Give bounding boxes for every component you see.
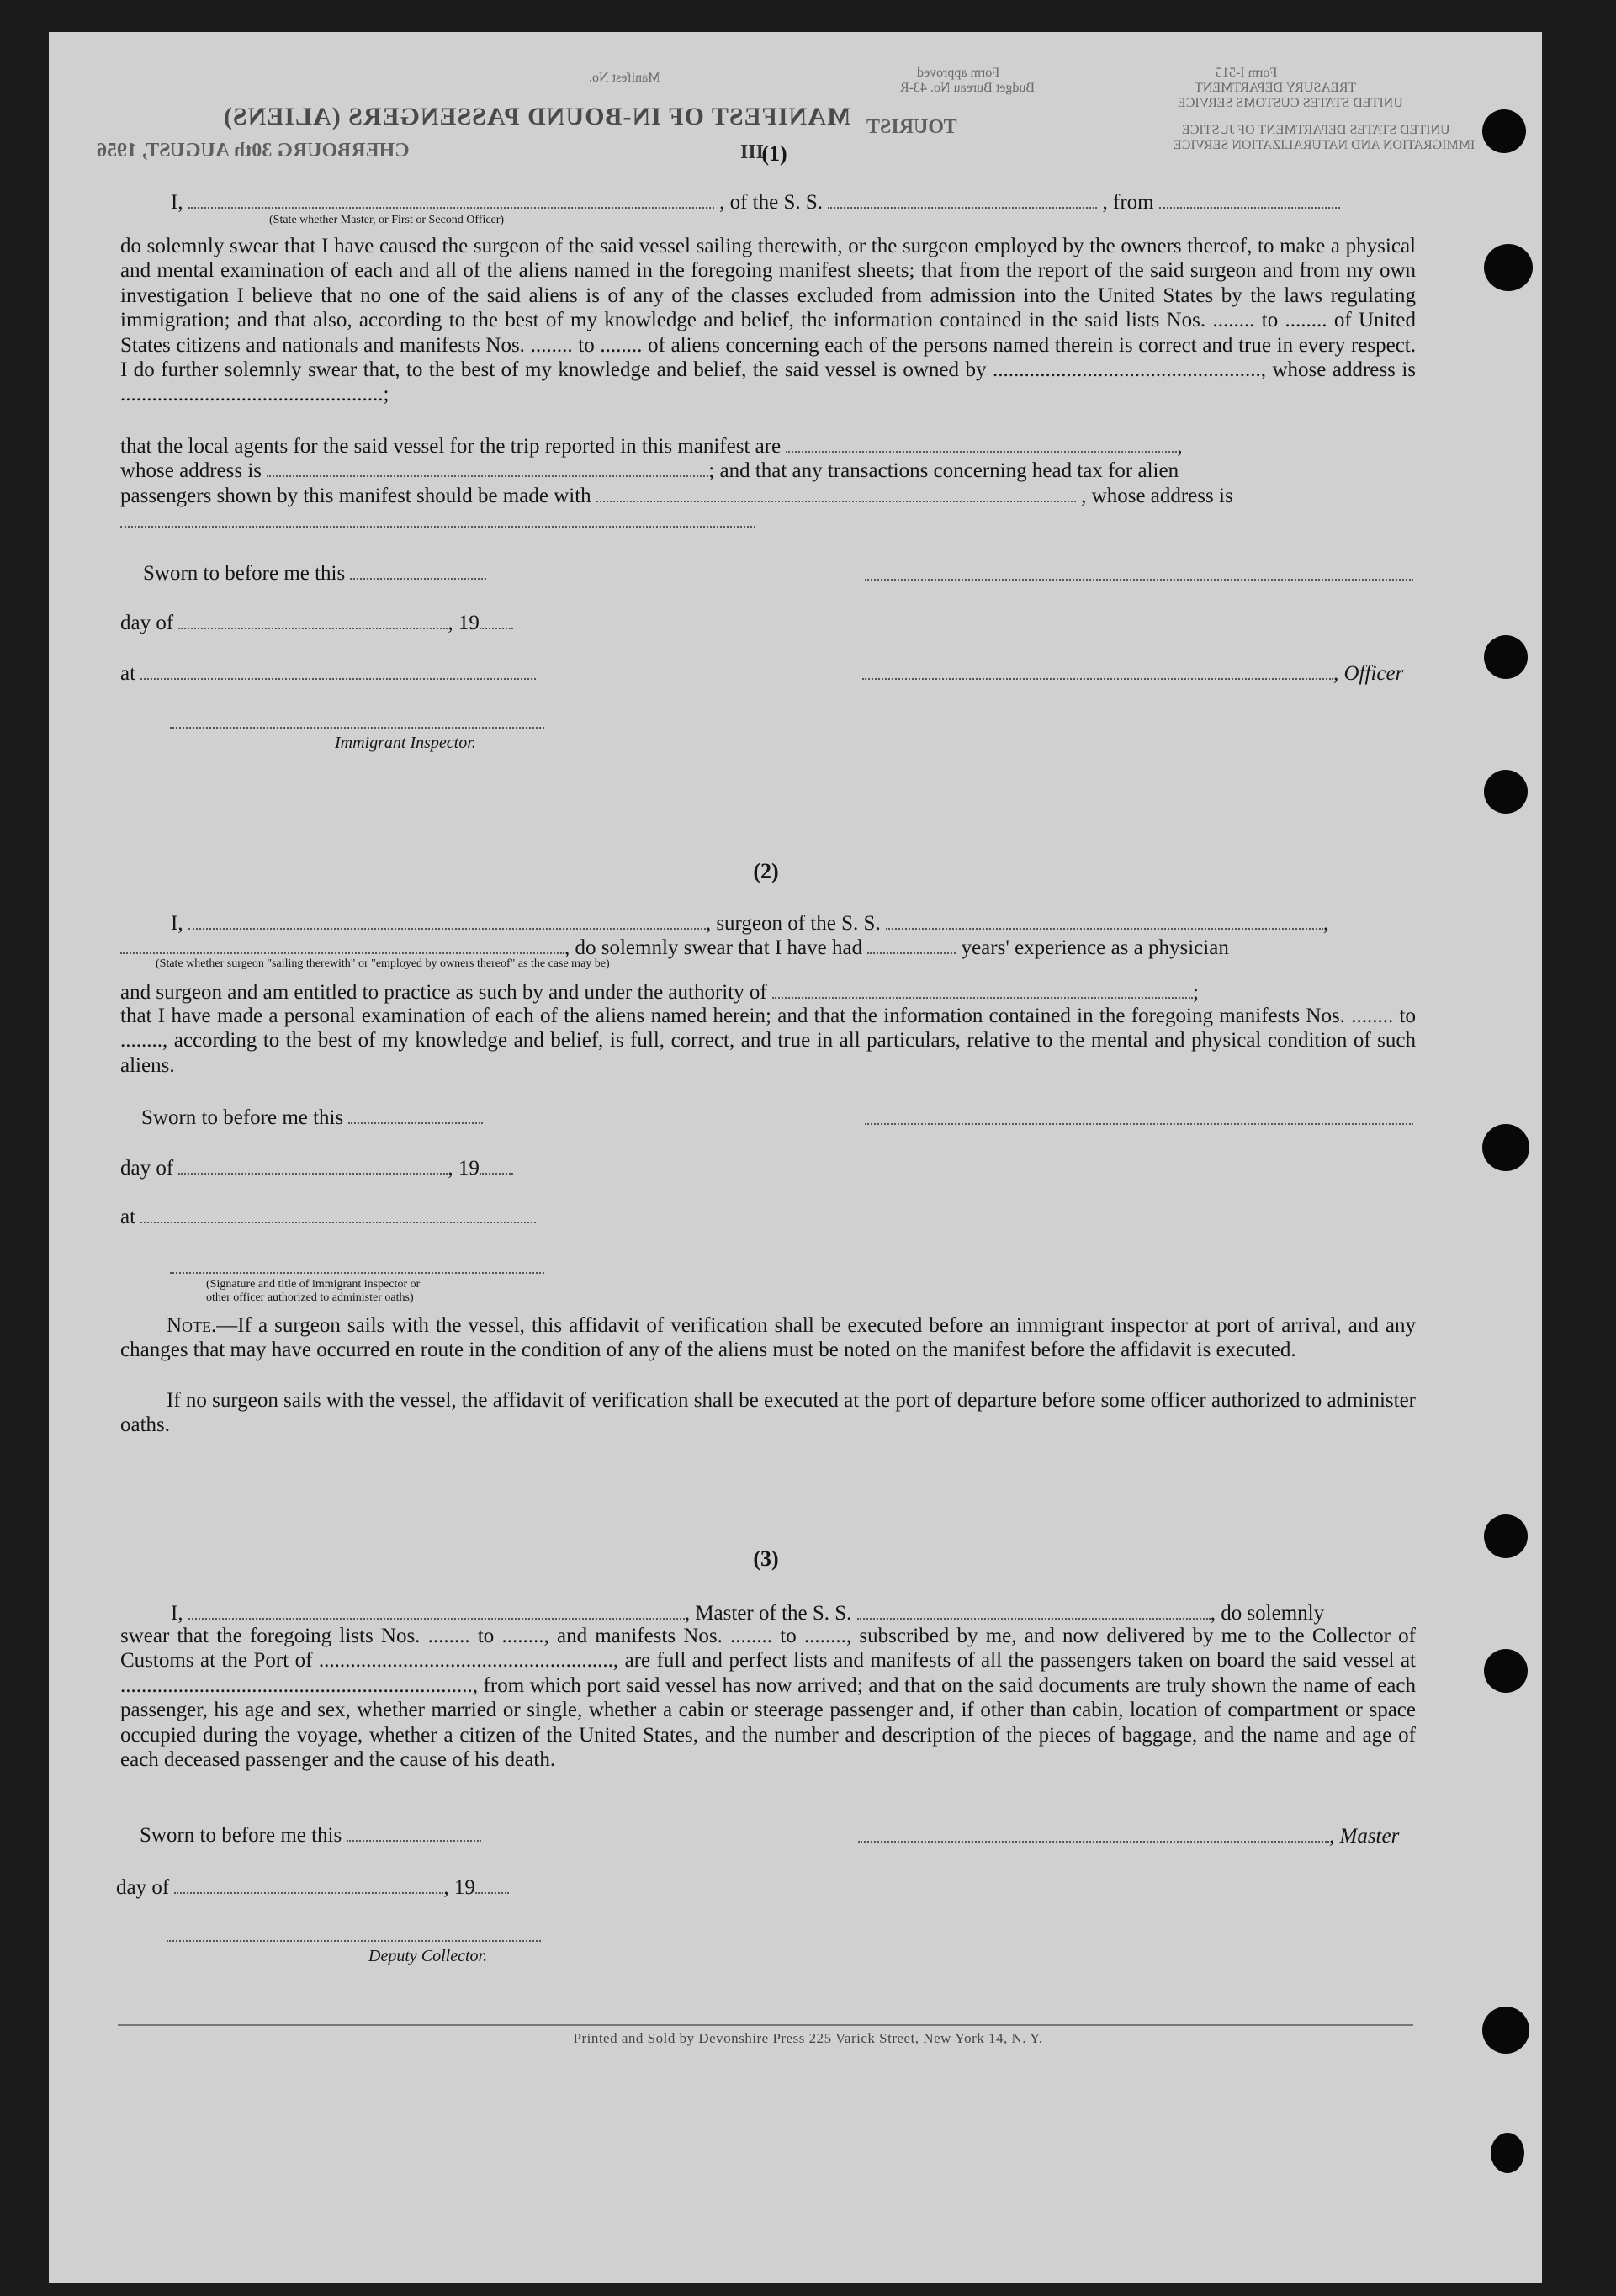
text: , 19	[448, 612, 480, 634]
text: at	[120, 662, 136, 685]
text: , of the S. S.	[719, 191, 824, 214]
text: ; and that any transactions concerning head tax for alien	[708, 459, 1179, 482]
note-label: Note.	[167, 1314, 217, 1337]
fill-line	[867, 934, 956, 954]
punch-hole	[1484, 770, 1528, 814]
bleed-far-right-1: Form I-515	[1216, 66, 1278, 80]
fill-line	[347, 1821, 481, 1842]
section-2-note-2	[120, 1388, 1416, 1438]
bleed-row: CHERBOURG 30th AUGUST, 1956	[97, 140, 410, 162]
section-3-collector-sig	[167, 1940, 541, 1942]
fill-line	[480, 1154, 513, 1175]
fill-line	[1159, 188, 1340, 209]
master-label: , Master	[1329, 1825, 1400, 1848]
fill-line	[140, 660, 536, 680]
section-1-officer-line	[862, 660, 1403, 687]
text: , 19	[443, 1876, 475, 1899]
text: and surgeon and am entitled to practice as such by and under the authority of	[120, 981, 767, 1004]
section-1-at	[120, 660, 536, 687]
fill-line	[267, 457, 708, 477]
section-3-master-line	[858, 1822, 1399, 1849]
section-2-note	[120, 1313, 1416, 1363]
section-1-address-fill	[120, 526, 755, 528]
bleed-class: TOURIST	[866, 116, 957, 138]
text: , whose address is	[1081, 485, 1233, 507]
fill-line	[828, 188, 1097, 209]
section-1-paragraph: do solemnly swear that I have caused the surgeon of the said vessel sailing therewith, or the surgeon employed by the owners thereof, to make a physical and mental examination of each and all of the aliens named in the foregoing manifest sheets; that from the report of the said surgeon and from my own investigation I believe that no one of the said aliens is of any of the classes excluded from admission into the United States by the laws regulating immigration; and that also, according to the best of my knowledge and belief, the information contained in the said lists Nos. ........ to ........ of United States citizens and nationals and manifests Nos. ........ to ........ of aliens concerning each of the persons named therein is correct and true in every respect. I do further solemnly swear that, to the best of my knowledge and belief, the said vessel is owned by ..................................................., whose address is ..................................................;	[120, 235, 1416, 406]
fill-line	[348, 1104, 483, 1124]
note-text: If no surgeon sails with the vessel, the affidavit of verification shall be executed at the port of departure before some officer authorized to administer oaths.	[120, 1389, 1416, 1437]
text: at	[120, 1206, 136, 1228]
fill-line	[857, 1599, 1211, 1620]
section-3-line-1	[171, 1599, 1324, 1626]
section-2-heading: (2)	[753, 859, 779, 883]
section-1-caption: (State whether Master, or First or Second Officer)	[269, 214, 505, 226]
bleed-right-2: Budget Bureau No. 43-R	[900, 81, 1035, 95]
section-2-line-1: I, , surgeon of the S. S. ,	[171, 909, 1328, 936]
section-1-line-1	[171, 188, 1340, 215]
footer-rule	[118, 2024, 1413, 2026]
punch-hole	[1484, 635, 1528, 679]
text: I,	[171, 912, 183, 935]
fill-line	[140, 1203, 536, 1223]
fill-line	[174, 1874, 443, 1894]
text: day of	[116, 1876, 170, 1899]
section-1-inspector-label: Immigrant Inspector.	[335, 734, 476, 752]
text: day of	[120, 1157, 174, 1180]
fill-line	[120, 934, 564, 954]
fill-line	[858, 1822, 1329, 1843]
fill-line	[188, 188, 714, 209]
fill-line	[886, 909, 1323, 930]
fill-line	[862, 660, 1333, 680]
section-2-paragraph: that I have made a personal examination of each of the aliens named herein; and that the information contained in the foregoing manifests Nos. ........ to ........, according to the best of my knowledge and belief, is full, correct, and true in all particulars, relative to the mental and physical condition of such aliens.	[120, 1005, 1416, 1077]
fill-line	[596, 482, 1076, 502]
section-1-address-line	[120, 457, 1416, 484]
fill-line	[772, 978, 1193, 999]
bleed-far-right-4: UNITED STATES DEPARTMENT OF JUSTICE	[1182, 123, 1450, 137]
text: , Master of the S. S.	[684, 1602, 852, 1625]
text: , 19	[448, 1157, 480, 1180]
text: , do solemnly swear that I have had	[564, 936, 863, 959]
text: I,	[171, 191, 183, 214]
text: day of	[120, 612, 174, 634]
text: Sworn to before me this	[143, 562, 346, 585]
section-1-heading: (1)	[761, 141, 787, 166]
text: Sworn to before me this	[140, 1824, 342, 1847]
section-2-line-3: and surgeon and am entitled to practice as such by and under the authority of ;	[120, 978, 1199, 1005]
bleed-far-right-5: IMMIGRATION AND NATURALIZATION SERVICE	[1174, 138, 1476, 152]
section-3-paragraph: swear that the foregoing lists Nos. ........ to ........, and manifests Nos. ........ to ........, subscribed by me, and now delivered by me to the Collector of Customs at the Port of ........................................................, are full and perfect lists and manifests of all the passengers taken on board the said vessel at ..................................................................., from which port said vessel has now arrived; and that on the said documents are truly shown the name of each passenger, his age and sex, whether married or single, whether a cabin or steerage passenger and, if other than cabin, location of compartment or space occupied during the voyage, whether a citizen of the United States, and the number and description of the pieces of baggage, and the name and age of each deceased passenger and the cause of his death.	[120, 1625, 1416, 1772]
section-2-day-of	[120, 1154, 513, 1181]
fill-line	[188, 909, 706, 930]
section-1-officer-sig	[865, 579, 1413, 581]
section-1-sworn	[143, 559, 486, 586]
fill-line	[188, 1599, 685, 1620]
punch-hole	[1484, 1649, 1528, 1693]
text: passengers shown by this manifest should be made with	[120, 485, 591, 507]
text: I,	[171, 1602, 183, 1625]
section-3-collector-label: Deputy Collector.	[368, 1947, 488, 1965]
officer-label: , Officer	[1333, 662, 1404, 685]
fill-line	[178, 609, 448, 629]
punch-hole	[1482, 1124, 1529, 1171]
section-3-heading: (3)	[753, 1546, 779, 1571]
section-2-sig-caption-1: (Signature and title of immigrant inspector or	[206, 1278, 421, 1291]
section-2-caption: (State whether surgeon "sailing therewith" or "employed by owners thereof" as the case may be)	[156, 957, 610, 970]
punch-hole	[1484, 244, 1533, 291]
section-2-at	[120, 1203, 536, 1230]
text: Sworn to before me this	[141, 1106, 344, 1129]
fill-line	[480, 609, 513, 629]
text: years' experience as a physician	[961, 936, 1229, 959]
section-3-day-of	[116, 1874, 509, 1901]
text: , surgeon of the S. S.	[705, 912, 881, 935]
text: , from	[1102, 191, 1154, 214]
section-1-inspector-sig	[170, 727, 544, 729]
punch-hole	[1491, 2133, 1524, 2173]
section-2-sig-caption-2: other officer authorized to administer oaths)	[206, 1291, 414, 1304]
section-1-passengers-line	[120, 482, 1233, 509]
fill-line	[178, 1154, 448, 1175]
bleed-title: MANIFEST OF IN-BOUND PASSENGERS (ALIENS)	[223, 103, 851, 130]
fill-line	[475, 1874, 509, 1894]
text: whose address is	[120, 459, 262, 482]
bleed-far-right-2: TREASURY DEPARTMENT	[1195, 81, 1357, 95]
section-3-sworn	[140, 1821, 481, 1848]
section-1-agents-line: that the local agents for the said vessel for the trip reported in this manifest are ,	[120, 432, 1183, 459]
text: , do solemnly	[1210, 1602, 1325, 1625]
section-2-sworn	[141, 1104, 483, 1131]
section-2-inspector-sig	[170, 1272, 544, 1274]
fill-line	[350, 559, 486, 580]
text: that the local agents for the said vessel for the trip reported in this manifest are	[120, 435, 782, 458]
printer-footer: Printed and Sold by Devonshire Press 225 Varick Street, New York 14, N. Y.	[573, 2030, 1043, 2046]
section-1-day-of	[120, 609, 513, 636]
note-text: —If a surgeon sails with the vessel, this affidavit of verification shall be executed before an immigrant inspector at port of arrival, and any changes that may have occurred en route in the condition of any of the aliens must be noted on the manifest before the affidavit is executed.	[120, 1314, 1416, 1362]
bleed-center-mark: III	[740, 141, 765, 163]
section-2-surgeon-sig	[865, 1123, 1413, 1125]
bleed-far-right-3: UNITED STATES CUSTOMS SERVICE	[1178, 96, 1403, 110]
fill-line	[786, 432, 1177, 453]
bleed-right-1: Form approved	[917, 66, 1000, 80]
bleed-manifest-no: Manifest No.	[589, 71, 660, 85]
